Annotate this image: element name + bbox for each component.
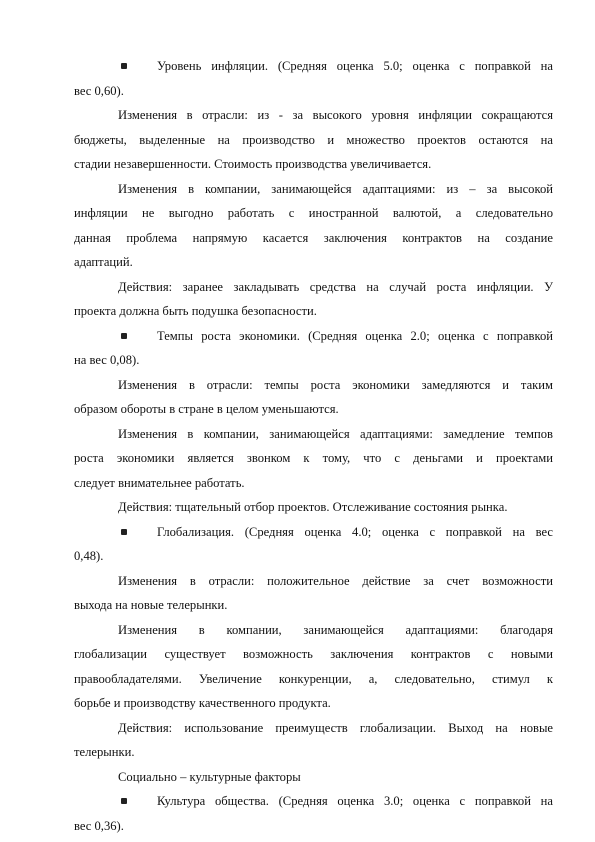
text-line: вес 0,36). <box>74 818 124 833</box>
text-line: борьбе и производству качественного продукта. <box>74 696 331 710</box>
text-line: Культура общества. (Средняя оценка 3.0; оценка с поправкой на <box>157 794 553 808</box>
text-line: образом обороты в стране в целом уменьшаются. <box>74 402 339 416</box>
text-line: правообладателями. Увеличение конкуренции, а, следовательно, стимул к <box>74 671 553 686</box>
text-line: бюджеты, выделенные на производство и множество проектов остаются на <box>74 132 553 147</box>
text-line: Изменения в компании, занимающейся адаптациями: из – за высокой <box>118 181 553 196</box>
text-line: Уровень инфляции. (Средняя оценка 5.0; оценка с поправкой на <box>157 59 553 73</box>
text-line: проекта должна быть подушка безопасности. <box>74 304 317 318</box>
text-line: Изменения в отрасли: из - за высокого уровня инфляции сокращаются <box>118 108 553 122</box>
text-line: 0,48). <box>74 549 104 563</box>
text-line: роста экономики является звонком к тому, что с деньгами и проектами <box>74 451 553 465</box>
bullet-marker <box>121 798 127 804</box>
text-line: глобализации существует возможность заключения контрактов с новыми <box>74 647 553 661</box>
text-line: следует внимательнее работать. <box>74 475 245 490</box>
text-line: Социально – культурные факторы <box>118 769 301 784</box>
text-line: адаптаций. <box>74 255 133 269</box>
text-line: Темпы роста экономики. (Средняя оценка 2.0; оценка с поправкой <box>157 328 553 343</box>
text-line: Действия: заранее закладывать средства на случай роста инфляции. У <box>118 279 553 294</box>
text-line: Изменения в отрасли: положительное действие за счет возможности <box>118 573 553 588</box>
text-line: Действия: тщательный отбор проектов. Отслеживание состояния рынка. <box>118 500 508 514</box>
text-line: Действия: использование преимуществ глобализации. Выход на новые <box>118 720 553 735</box>
text-line: стадии незавершенности. Стоимость производства увеличивается. <box>74 157 432 171</box>
text-line: на вес 0,08). <box>74 353 140 367</box>
bullet-marker <box>121 529 127 535</box>
text-line: данная проблема напрямую касается заключения контрактов на создание <box>74 230 553 245</box>
text-line: выхода на новые телерынки. <box>74 598 228 612</box>
bullet-marker <box>121 333 127 339</box>
text-line: Изменения в отрасли: темпы роста экономики замедляются и таким <box>118 377 553 392</box>
bullet-marker <box>121 63 127 69</box>
text-line: Изменения в компании, занимающейся адаптациями: благодаря <box>118 622 553 637</box>
text-line: вес 0,60). <box>74 83 124 98</box>
text-line: Глобализация. (Средняя оценка 4.0; оценка с поправкой на вес <box>157 524 553 539</box>
text-line: инфляции не выгодно работать с иностранной валютой, а следовательно <box>74 206 553 220</box>
text-line: телерынки. <box>74 745 135 759</box>
text-line: Изменения в компании, занимающейся адаптациями: замедление темпов <box>118 426 553 441</box>
